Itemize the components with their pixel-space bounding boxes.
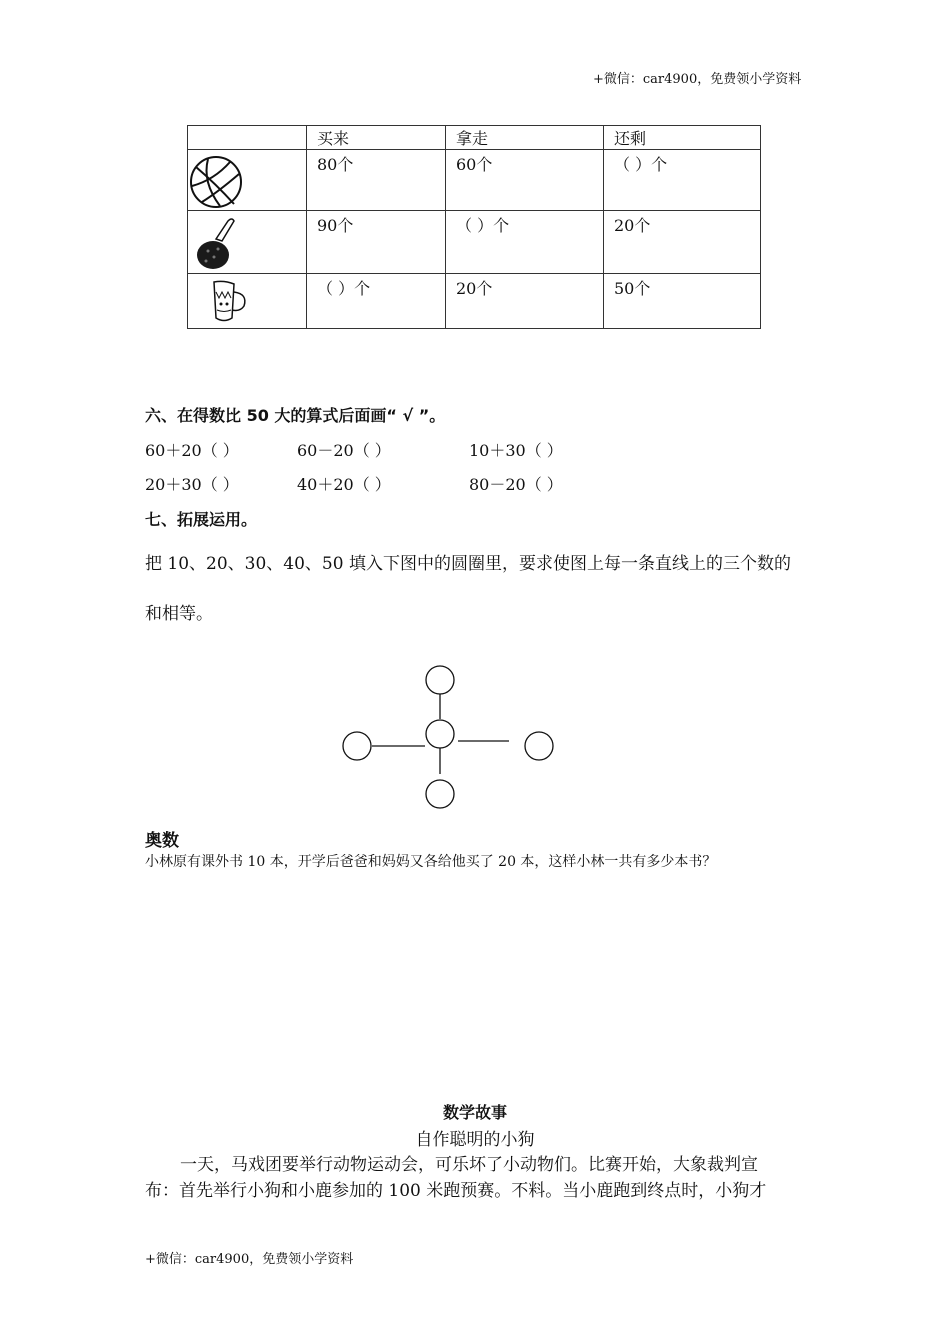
story-heading: 数学故事 [442,1103,507,1122]
answer-circle-top[interactable] [426,666,454,694]
section7-text-line2: 和相等。 [145,604,213,624]
answer-circle-right[interactable] [525,732,553,760]
table-cell: 50个 [604,274,761,329]
section7-text-line1: 把 10、20、30、40、50 填入下图中的圆圈里，要求使图上每一条直线上的三个数的 [145,554,791,574]
shopping-table [187,125,761,329]
table-row [188,274,761,329]
watermark-top: +微信：car4900，免费领小学资料 [593,72,802,87]
table-cell: （ ）个 [604,150,761,211]
table-cell: （ ）个 [446,211,604,274]
table-cell: 20个 [446,274,604,329]
table-header-row [188,126,761,150]
table-cell: 80个 [307,150,446,211]
section6-title: 六、在得数比 50 大的算式后面画“ √ ”。 [145,406,446,425]
olympiad-title: 奥数 [145,831,179,851]
answer-circle-center[interactable] [426,720,454,748]
expression-item: 20＋30（ ） [145,475,239,494]
basketball-icon [188,150,296,210]
answer-circle-bottom[interactable] [426,780,454,808]
table-row [188,211,761,274]
story-text-line1: 一天，马戏团要举行动物运动会，可乐坏了小动物们。比赛开始，大象裁判宣 [180,1155,758,1175]
olympiad-question: 小林原有课外书 10 本，开学后爸爸和妈妈又各给他买了 20 本，这样小林一共有多少本书？ [145,854,717,870]
table-cell: 60个 [446,150,604,211]
expression-item: 80－20（ ） [469,475,563,494]
basketball-cell [188,150,307,211]
expression-item: 40＋20（ ） [297,475,391,494]
ping-pong-paddle-icon [188,211,296,273]
table-header-cell: 拿走 [446,126,604,150]
table-cell: 20个 [604,211,761,274]
section6-row [145,438,745,458]
expression-item: 60＋20（ ） [145,441,239,460]
table-cell: （ ）个 [307,274,446,329]
section7-title: 七、拓展运用。 [145,510,258,529]
paddle-cell [188,211,307,274]
table-row [188,150,761,211]
cup-cell [188,274,307,329]
expression-item: 60－20（ ） [297,441,391,460]
section6-row [145,472,745,492]
table-header-cell: 还剩 [604,126,761,150]
table-header-cell: 买来 [307,126,446,150]
table-header-cell [188,126,307,150]
table-cell: 90个 [307,211,446,274]
expression-item: 10＋30（ ） [469,441,563,460]
watermark-bottom: +微信：car4900，免费领小学资料 [145,1252,354,1267]
story-title: 自作聪明的小狗 [415,1130,535,1150]
circle-cross-diagram [330,660,570,810]
story-text-line2: 布：首先举行小狗和小鹿参加的 100 米跑预赛。不料。当小鹿跑到终点时，小狗才 [145,1181,767,1201]
cup-icon [188,274,296,328]
answer-circle-left[interactable] [343,732,371,760]
